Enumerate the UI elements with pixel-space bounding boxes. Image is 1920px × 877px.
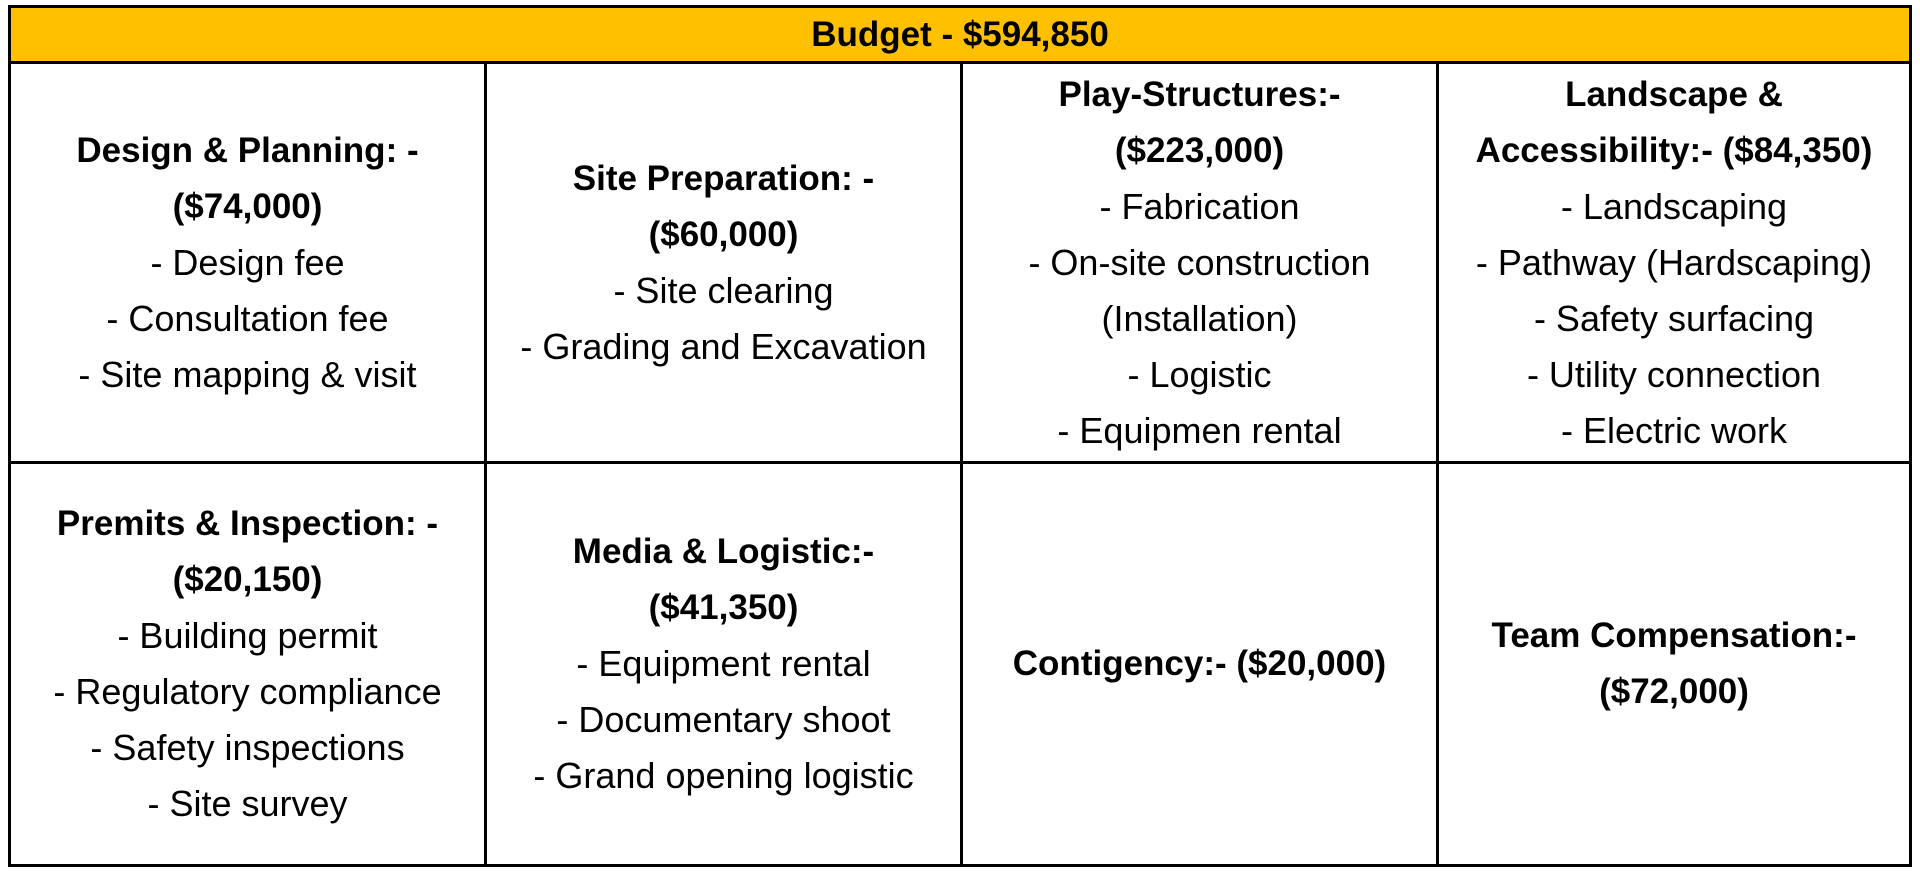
cell-item: - Logistic	[1127, 353, 1272, 395]
cell-item: - Utility connection	[1526, 353, 1822, 395]
cell-design-planning	[11, 64, 487, 464]
cell-media-logistic	[487, 464, 963, 864]
cell-contingency	[963, 464, 1439, 864]
cell-title: Contigency:- ($20,000)	[1012, 644, 1387, 683]
cell-item: - On-site construction (Installation)	[1028, 241, 1371, 339]
cell-title: Site Preparation: - ($60,000)	[572, 158, 875, 254]
cell-item: - Grand opening logistic	[533, 755, 914, 796]
cell-item: - Safety inspections	[90, 727, 405, 768]
cell-landscape-accessibility	[1439, 64, 1909, 464]
cell-team-compensation	[1439, 464, 1909, 864]
cell-item: - Site mapping & visit	[78, 353, 417, 395]
cell-item: - Building permit	[117, 615, 378, 656]
cell-item: - Site clearing	[613, 269, 834, 311]
budget-title: Budget - $594,850	[811, 14, 1109, 54]
cell-permits-inspection	[11, 464, 487, 864]
cell-site-preparation	[487, 64, 963, 464]
cell-item: - Electric work	[1560, 409, 1788, 451]
cell-item: - Pathway (Hardscaping)	[1475, 241, 1873, 283]
cell-play-structures	[963, 64, 1439, 464]
cell-title: Team Compensation:- ($72,000)	[1491, 616, 1857, 711]
cell-item: - Site survey	[147, 783, 348, 824]
cell-item: - Safety surfacing	[1533, 297, 1815, 339]
budget-header	[11, 8, 1909, 64]
cell-title: Media & Logistic:- ($41,350)	[572, 532, 875, 627]
budget-table	[8, 5, 1912, 867]
cell-item: - Regulatory compliance	[53, 671, 442, 712]
cell-item: - Consultation fee	[106, 297, 389, 339]
cell-item: - Equipmen rental	[1057, 409, 1342, 451]
cell-item: - Documentary shoot	[556, 699, 891, 740]
cell-title: Play-Structures:- ($223,000)	[1058, 74, 1341, 170]
cell-item: - Equipment rental	[576, 643, 871, 684]
cell-item: - Grading and Excavation	[520, 325, 927, 367]
cell-item: - Landscaping	[1560, 185, 1788, 227]
cell-title: Design & Planning: - ($74,000)	[76, 130, 419, 226]
cell-item: - Design fee	[150, 241, 345, 283]
cell-title: Landscape & Accessibility:- ($84,350)	[1475, 74, 1873, 170]
cell-title: Premits & Inspection: - ($20,150)	[56, 504, 439, 599]
cell-item: - Fabrication	[1099, 185, 1300, 227]
